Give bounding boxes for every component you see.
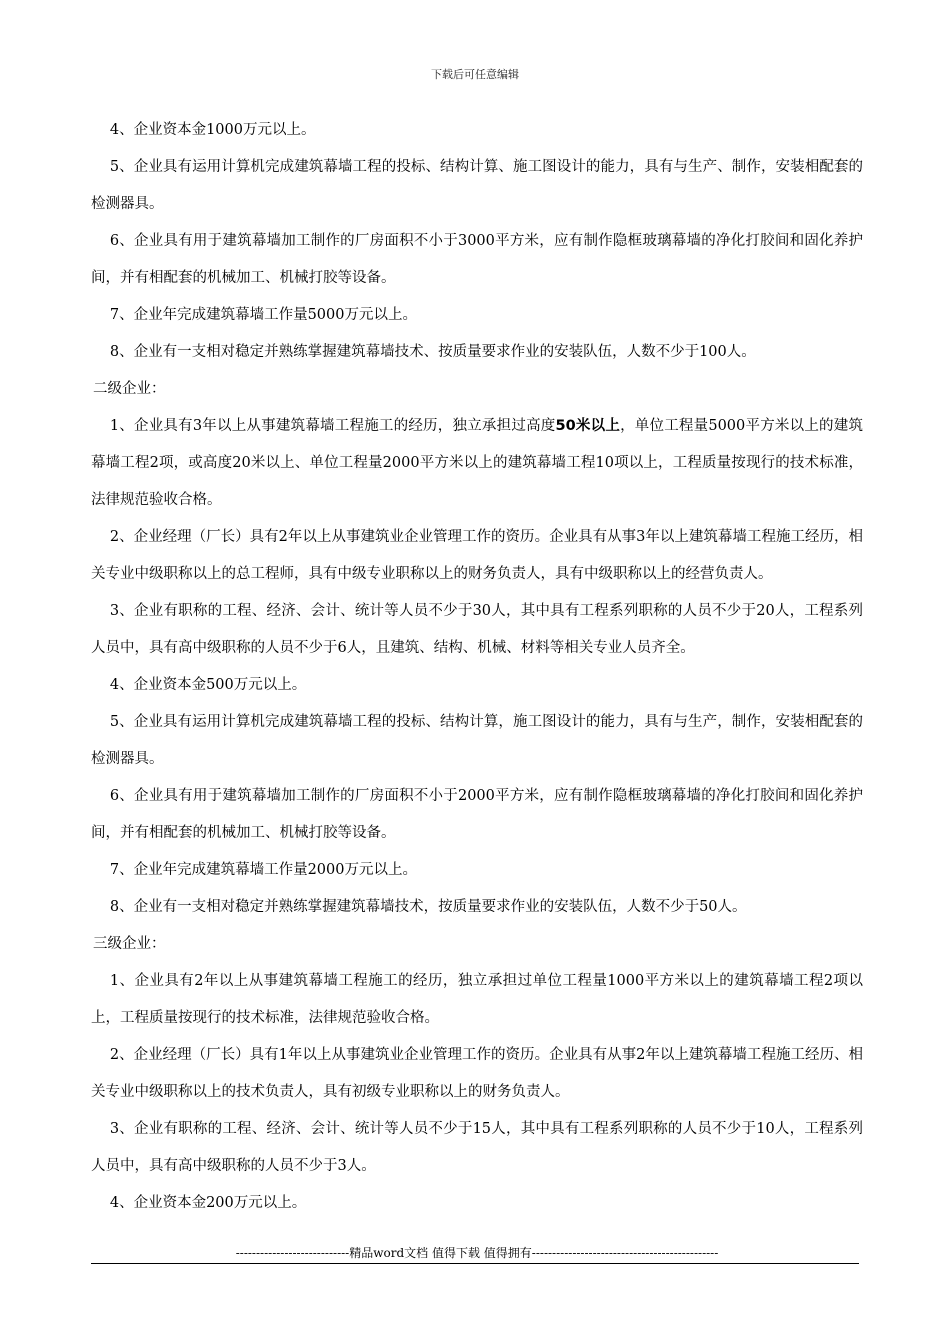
requirement-paragraph: 6、企业具有用于建筑幕墙加工制作的厂房面积不小于3000平方米，应有制作隐框玻璃幕墙的净化打胶间和固化养护间，并有相配套的机械加工、机械打胶等设备。 [91, 233, 863, 286]
requirement-paragraph: 2、企业经理（厂长）具有1年以上从事建筑业企业管理工作的资历。企业具有从事2年以上建筑幕墙工程施工经历、相关专业中级职称以上的技术负责人，具有初级专业职称以上的财务负责人。 [91, 1047, 863, 1100]
requirement-paragraph: 4、企业资本金1000万元以上。 [109, 122, 316, 138]
footer-divider [91, 1263, 859, 1264]
page-header: 下载后可任意编辑 [431, 68, 519, 81]
section-heading: 三级企业： [93, 936, 166, 952]
requirement-paragraph: 7、企业年完成建筑幕墙工作量2000万元以上。 [109, 862, 417, 878]
requirement-paragraph: 8、企业有一支相对稳定并熟练掌握建筑幕墙技术，按质量要求作业的安装队伍，人数不少于50人。 [109, 899, 747, 915]
bold-emphasis: 50米以上 [555, 418, 621, 434]
requirement-paragraph: 4、企业资本金500万元以上。 [109, 677, 307, 693]
requirement-paragraph: 2、企业经理（厂长）具有2年以上从事建筑业企业管理工作的资历。企业具有从事3年以上建筑幕墙工程施工经历，相关专业中级职称以上的总工程师，具有中级专业职称以上的财务负责人，具有中级职称以上的经营负责人。 [91, 529, 863, 582]
requirement-paragraph: 6、企业具有用于建筑幕墙加工制作的厂房面积不小于2000平方米，应有制作隐框玻璃幕墙的净化打胶间和固化养护间，并有相配套的机械加工、机械打胶等设备。 [91, 788, 863, 841]
requirement-paragraph: 3、企业有职称的工程、经济、会计、统计等人员不少于15人，其中具有工程系列职称的人员不少于10人，工程系列人员中，具有高中级职称的人员不少于3人。 [91, 1121, 863, 1174]
page-footer: ----------------------------精品word文档 值得下载 值得拥有---------------------------------------------- [235, 1246, 719, 1260]
requirement-paragraph: 5、企业具有运用计算机完成建筑幕墙工程的投标、结构计算、施工图设计的能力，具有与生产、制作，安装相配套的检测器具。 [91, 159, 863, 212]
section-heading: 二级企业： [93, 381, 166, 397]
document-body [91, 112, 863, 1222]
requirement-paragraph [91, 408, 863, 519]
requirement-paragraph: 3、企业有职称的工程、经济、会计、统计等人员不少于30人，其中具有工程系列职称的人员不少于20人，工程系列人员中，具有高中级职称的人员不少于6人，且建筑、结构、机械、材料等相关专业人员齐全。 [91, 603, 863, 656]
requirement-paragraph: 5、企业具有运用计算机完成建筑幕墙工程的投标、结构计算，施工图设计的能力，具有与生产，制作，安装相配套的检测器具。 [91, 714, 863, 767]
paragraph-text: ，单位工程量5000平方米以上的建筑幕墙工程2项，或高度20米以上、单位工程量2000平方米以上的建筑幕墙工程10项以上，工程质量按现行的技术标准，法律规范验收合格。 [91, 418, 863, 508]
requirement-paragraph: 8、企业有一支相对稳定并熟练掌握建筑幕墙技术、按质量要求作业的安装队伍，人数不少于100人。 [109, 344, 756, 360]
requirement-paragraph: 1、企业具有2年以上从事建筑幕墙工程施工的经历，独立承担过单位工程量1000平方米以上的建筑幕墙工程2项以上，工程质量按现行的技术标准，法律规范验收合格。 [91, 973, 863, 1026]
requirement-paragraph: 7、企业年完成建筑幕墙工作量5000万元以上。 [109, 307, 417, 323]
paragraph-text: 1、企业具有3年以上从事建筑幕墙工程施工的经历，独立承担过高度 [109, 418, 556, 434]
requirement-paragraph: 4、企业资本金200万元以上。 [109, 1195, 307, 1211]
